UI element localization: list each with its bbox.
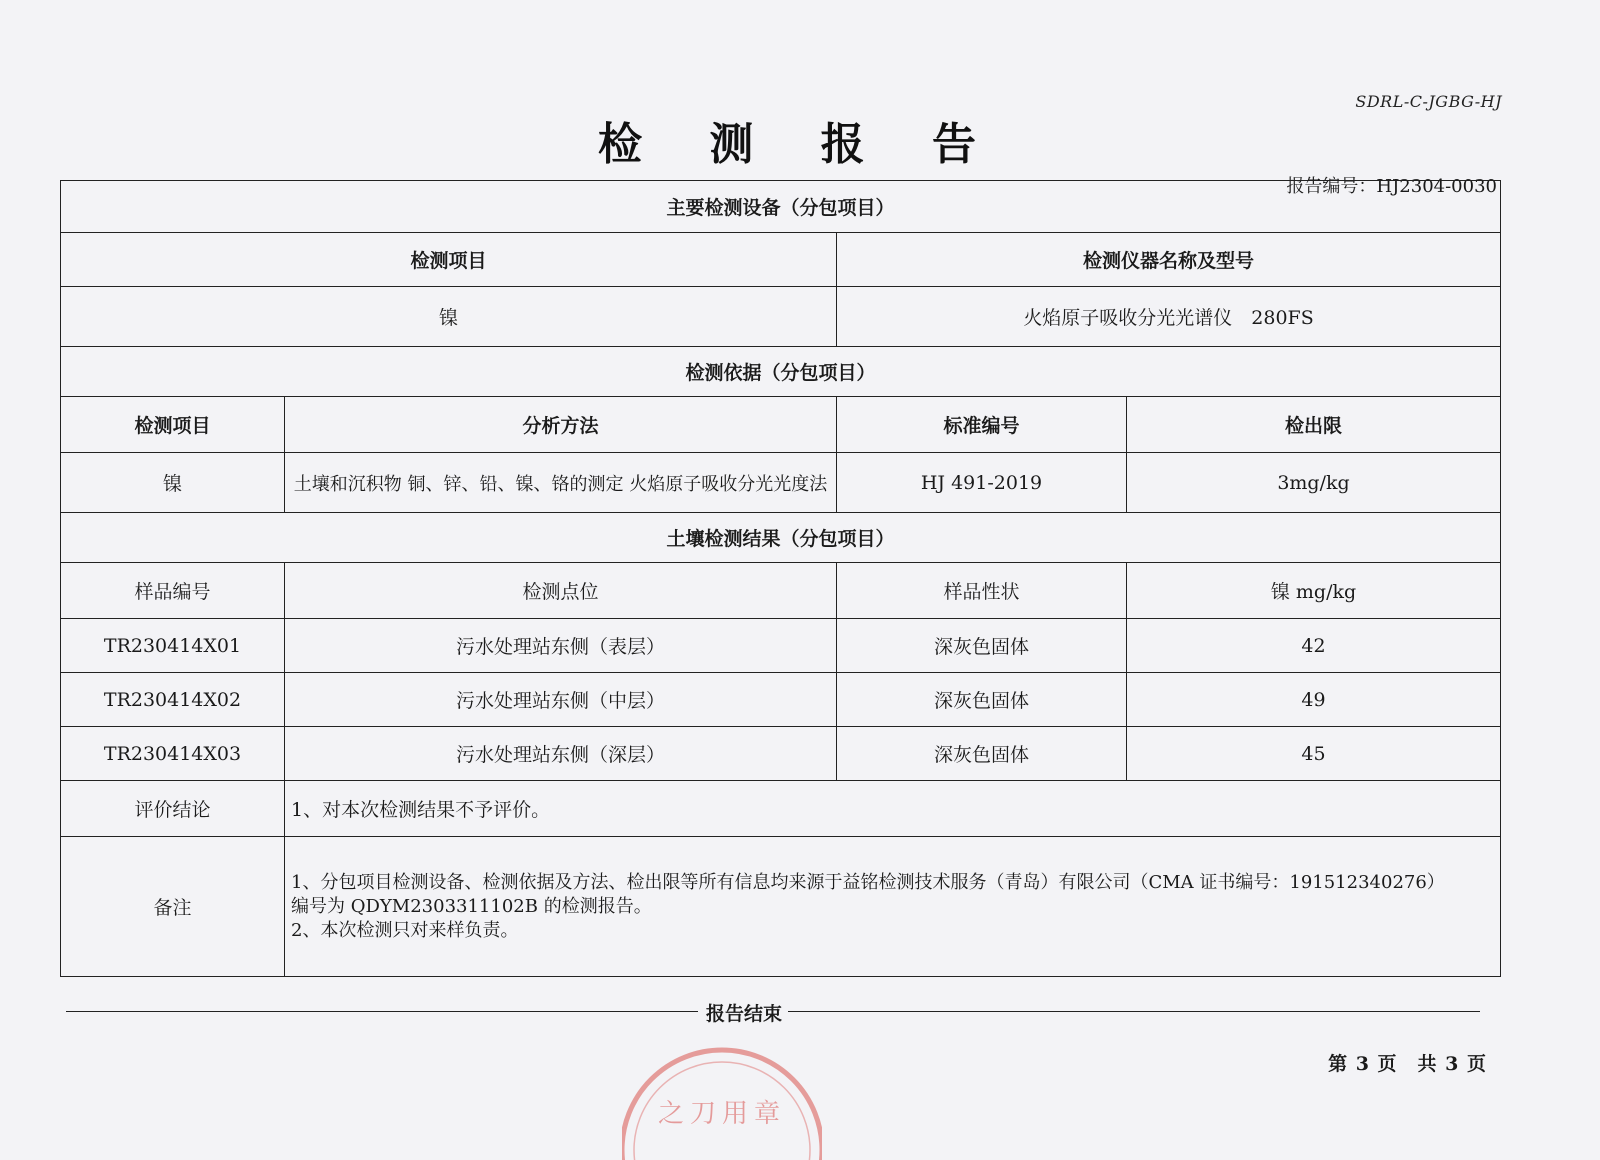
end-rule-left xyxy=(66,1011,698,1012)
remarks-text xyxy=(285,837,1501,977)
property-cell: 深灰色固体 xyxy=(837,673,1127,727)
conclusion-row xyxy=(61,781,1501,837)
remarks-line-3: 2、本次检测只对来样负责。 xyxy=(291,919,519,941)
report-number: 报告编号：HJ2304-0030 xyxy=(1286,176,1497,197)
results-section-title: 土壤检测结果（分包项目） xyxy=(61,513,1501,563)
equipment-data-row xyxy=(61,287,1501,347)
remarks-label: 备注 xyxy=(61,837,285,977)
location-cell: 污水处理站东侧（中层） xyxy=(285,673,837,727)
table-row xyxy=(61,727,1501,781)
nickel-cell: 42 xyxy=(1127,619,1501,673)
basis-method: 土壤和沉积物 铜、锌、铅、镍、铬的测定 火焰原子吸收分光光度法 xyxy=(285,453,837,513)
equipment-item: 镍 xyxy=(61,287,837,347)
end-rule-right xyxy=(788,1011,1480,1012)
remarks-line-2: 编号为 QDYM2303311102B 的检测报告。 xyxy=(291,895,652,917)
property-cell: 深灰色固体 xyxy=(837,619,1127,673)
equipment-header-row xyxy=(61,233,1501,287)
official-stamp xyxy=(622,1040,822,1160)
document-code: SDRL-C-JGBG-HJ xyxy=(1355,92,1502,111)
results-col-location: 检测点位 xyxy=(285,563,837,619)
basis-section-title: 检测依据（分包项目） xyxy=(61,347,1501,397)
basis-col-standard: 标准编号 xyxy=(837,397,1127,453)
stamp-text: 之刀用章 xyxy=(657,1099,787,1129)
nickel-cell: 49 xyxy=(1127,673,1501,727)
equipment-instrument: 火焰原子吸收分光光谱仪 280FS xyxy=(837,287,1501,347)
page-indicator: 第 3 页 共 3 页 xyxy=(1328,1053,1487,1075)
equipment-col-item: 检测项目 xyxy=(61,233,837,287)
sample-no-cell: TR230414X03 xyxy=(61,727,285,781)
table-row xyxy=(61,673,1501,727)
results-col-sample-no: 样品编号 xyxy=(61,563,285,619)
location-cell: 污水处理站东侧（深层） xyxy=(285,727,837,781)
results-header-row xyxy=(61,563,1501,619)
basis-header-row xyxy=(61,397,1501,453)
equipment-col-instrument: 检测仪器名称及型号 xyxy=(837,233,1501,287)
nickel-cell: 45 xyxy=(1127,727,1501,781)
basis-col-limit: 检出限 xyxy=(1127,397,1501,453)
results-col-property: 样品性状 xyxy=(837,563,1127,619)
results-section-row xyxy=(61,513,1501,563)
remarks-row xyxy=(61,837,1501,977)
report-title: 检 测 报 告 xyxy=(598,119,1002,170)
remarks-line-1: 1、分包项目检测设备、检测依据及方法、检出限等所有信息均来源于益铭检测技术服务（青岛）有限公司（CMA 证书编号：191512340276） xyxy=(291,871,1445,893)
basis-limit: 3mg/kg xyxy=(1127,453,1501,513)
basis-standard: HJ 491-2019 xyxy=(837,453,1127,513)
sample-no-cell: TR230414X01 xyxy=(61,619,285,673)
report-end-text: 报告结束 xyxy=(705,1003,782,1025)
conclusion-label: 评价结论 xyxy=(61,781,285,837)
location-cell: 污水处理站东侧（表层） xyxy=(285,619,837,673)
table-row xyxy=(61,619,1501,673)
basis-col-method: 分析方法 xyxy=(285,397,837,453)
basis-section-row xyxy=(61,347,1501,397)
report-end-marker xyxy=(66,998,1480,1026)
basis-item: 镍 xyxy=(61,453,285,513)
equipment-section-row xyxy=(61,181,1501,233)
basis-col-item: 检测项目 xyxy=(61,397,285,453)
property-cell: 深灰色固体 xyxy=(837,727,1127,781)
results-col-nickel: 镍 mg/kg xyxy=(1127,563,1501,619)
equipment-section-title: 主要检测设备（分包项目） xyxy=(61,181,1501,233)
basis-data-row xyxy=(61,453,1501,513)
report-table xyxy=(60,180,1501,977)
sample-no-cell: TR230414X02 xyxy=(61,673,285,727)
conclusion-text: 1、对本次检测结果不予评价。 xyxy=(285,781,1501,837)
